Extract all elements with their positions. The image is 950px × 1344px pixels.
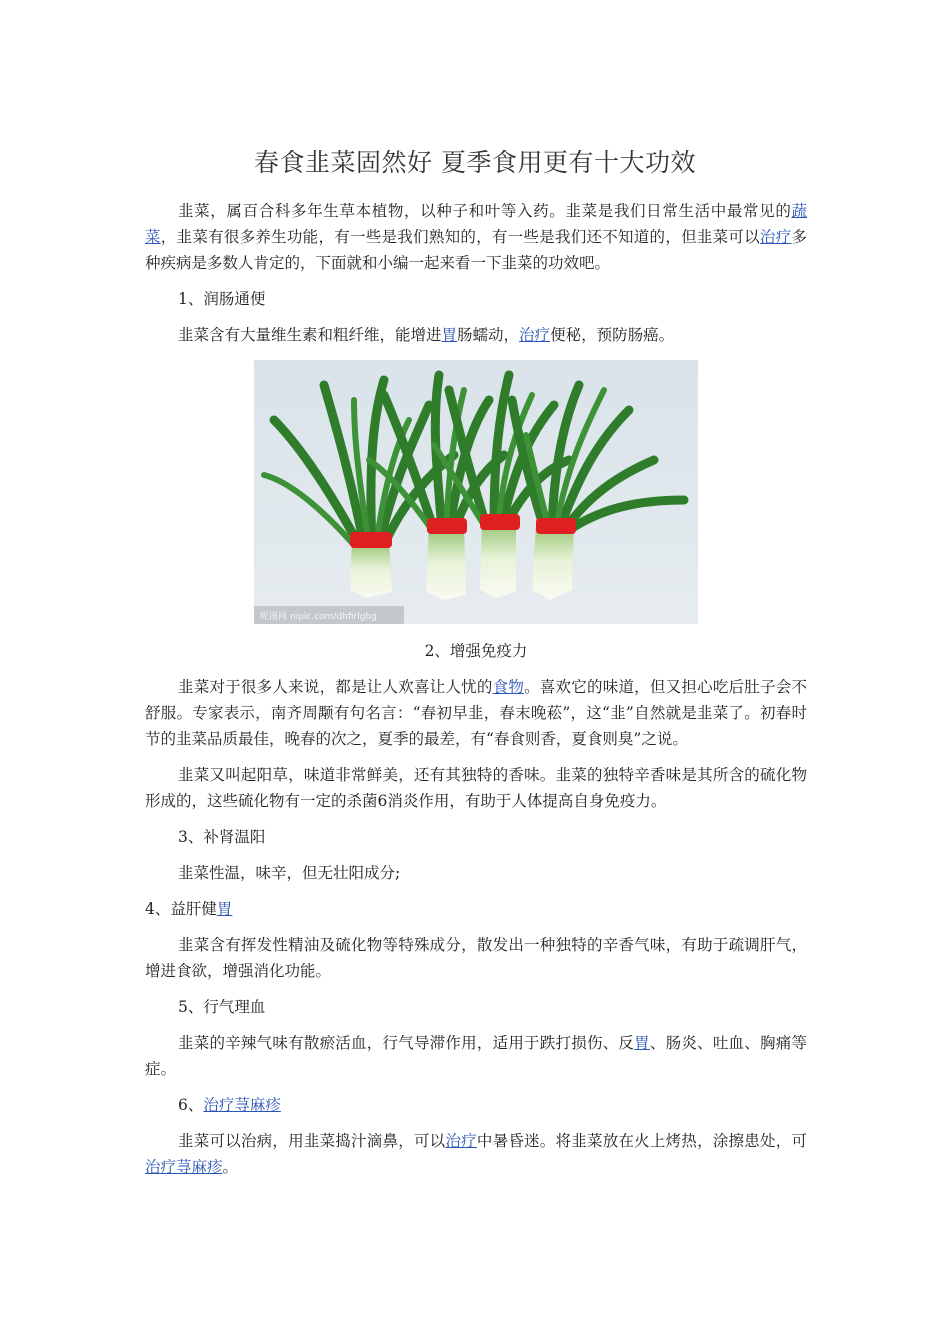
- chives-photo: [254, 360, 698, 624]
- section-6-paragraph: [145, 1128, 807, 1180]
- section-6-heading: [145, 1092, 807, 1118]
- s6-text-a: 韭菜可以治病，用韭菜捣汁滴鼻，可以: [178, 1132, 446, 1150]
- s5-text-a: 韭菜的辛辣气味有散瘀活血，行气导滞作用，适用于跌打损伤、反: [178, 1034, 635, 1052]
- section-1-heading: 1、润肠通便: [178, 290, 266, 308]
- photo-watermark: 昵图网 nipic.com/dhfirlgbg: [260, 612, 377, 622]
- s1-text-b: 肠蠕动，: [457, 326, 520, 344]
- s6-text-c: 。: [222, 1158, 239, 1176]
- link-treat[interactable]: 治疗: [759, 228, 792, 246]
- intro-text-c: 多种疾病是多数人肯定的，下面就和小编一起来看一下韭菜的功效吧。: [145, 228, 807, 272]
- link-treat-urticaria[interactable]: 治疗荨麻疹: [203, 1096, 281, 1114]
- section-2-heading: 2、增强免疫力: [424, 642, 528, 660]
- intro-text-a: 韭菜，属百合科多年生草本植物，以种子和叶等入药。韭菜是我们日常生活中最常见的: [178, 202, 792, 220]
- section-5-paragraph: [145, 1030, 807, 1082]
- intro-paragraph: [145, 198, 807, 276]
- chives-photo-container: [145, 360, 807, 624]
- s6-text-b: 中暑昏迷。将韭菜放在火上烤热，涂擦患处，可: [476, 1132, 807, 1150]
- s1-text-c: 便秘，预防肠癌。: [550, 326, 675, 344]
- link-stomach[interactable]: 胃: [634, 1034, 650, 1052]
- section-3-heading: 3、补肾温阳: [178, 828, 266, 846]
- s4-heading-text: 4、益肝健: [145, 900, 217, 918]
- link-vegetable[interactable]: 蔬菜: [145, 202, 807, 246]
- section-4-heading: [145, 896, 807, 922]
- link-treat-urticaria[interactable]: 治疗荨麻疹: [145, 1158, 223, 1176]
- s5-text-b: 、肠炎、吐血、胸痛等症。: [145, 1034, 807, 1078]
- section-1-paragraph: [145, 322, 807, 348]
- link-treat[interactable]: 治疗: [445, 1132, 477, 1150]
- s6-heading-text: 6、: [178, 1096, 204, 1114]
- link-stomach[interactable]: 胃: [441, 326, 458, 344]
- s2-text-a: 韭菜对于很多人来说，都是让人欢喜让人忧的: [178, 678, 493, 696]
- intro-text-b: ，韭菜有很多养生功能，有一些是我们熟知的，有一些是我们还不知道的，但韭菜可以: [160, 228, 760, 246]
- section-4-paragraph: 韭菜含有挥发性精油及硫化物等特殊成分，散发出一种独特的辛香气味，有助于疏调肝气，增进食欲，增强消化功能。: [145, 936, 807, 980]
- s2-text-b: 。喜欢它的味道，但又担心吃后肚子会不舒服。专家表示，南齐周颙有句名言：“春初早韭，春末晚菘”，这“韭”自然就是韭菜了。初春时节的韭菜品质最佳，晚春的次之，夏季的最差，有“春食则香，夏食则臭”之说。: [145, 678, 807, 748]
- s1-text-a: 韭菜含有大量维生素和粗纤维，能增进: [178, 326, 442, 344]
- link-food[interactable]: 食物: [492, 678, 525, 696]
- link-stomach[interactable]: 胃: [216, 900, 233, 918]
- section-2-paragraph-2: 韭菜又叫起阳草，味道非常鲜美，还有其独特的香味。韭菜的独特辛香味是其所含的硫化物形成的，这些硫化物有一定的杀菌6消炎作用，有助于人体提高自身免疫力。: [145, 766, 807, 810]
- section-5-heading: 5、行气理血: [178, 998, 266, 1016]
- link-treat[interactable]: 治疗: [519, 326, 551, 344]
- article-body: [145, 198, 807, 1190]
- section-2-paragraph-1: [145, 674, 807, 752]
- section-3-paragraph: 韭菜性温，味辛，但无壮阳成分;: [178, 864, 401, 882]
- page-title: 春食韭菜固然好 夏季食用更有十大功效: [254, 148, 696, 177]
